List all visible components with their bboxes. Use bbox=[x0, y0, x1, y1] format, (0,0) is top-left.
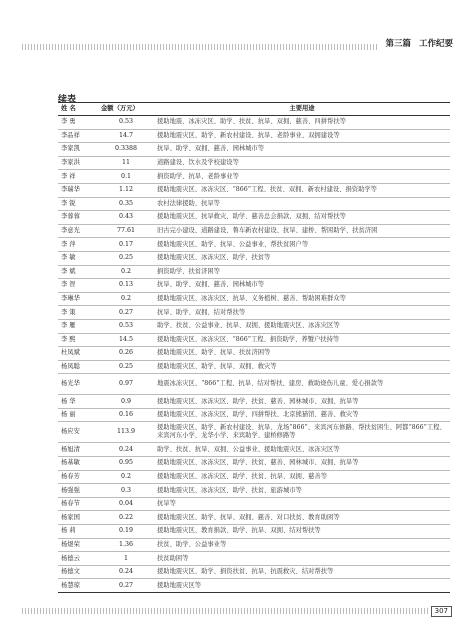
donation-purpose: 援助地震灾区、冰冻灾区、助学、扶贫等 bbox=[154, 251, 450, 265]
donor-name: 杨慧琼 bbox=[58, 579, 98, 593]
page-number: 307 bbox=[431, 606, 452, 617]
donation-purpose: 援助地震灾区、助学、抗旱、双拥、救灾等 bbox=[154, 360, 450, 374]
table-body bbox=[58, 116, 450, 593]
table-row bbox=[58, 279, 450, 293]
donor-name: 李意光 bbox=[58, 224, 98, 238]
donation-purpose: 捐资助学、抗旱、老龄事业等 bbox=[154, 170, 450, 184]
donor-name: 李 锐 bbox=[58, 197, 98, 211]
donation-purpose: 援助地震灾区、助学、新农村建设、抗旱、龙场“866”、来宾河东修路、帮扶贫困生、阿都“866”工程、来宾河东小学、龙华小学、来宾助学、建桥修路等 bbox=[154, 422, 450, 443]
donor-name: 李蓉蓉 bbox=[58, 211, 98, 225]
table-row bbox=[58, 347, 450, 361]
table-row bbox=[58, 552, 450, 566]
donation-purpose: 扶贫、助学、公益事业等 bbox=[154, 538, 450, 552]
donation-purpose: 援助地震灾区、助学、捐资扶贫、抗旱、抗震救灾、结对帮扶等 bbox=[154, 565, 450, 579]
donor-name: 杨煜荣 bbox=[58, 538, 98, 552]
donation-purpose: 援助地震灾区、冰冻灾区、助学、四拼帮扶、北京熊猫馆、慈善、救灾等 bbox=[154, 408, 450, 422]
footer-rule bbox=[22, 608, 430, 614]
donation-amount: 1.12 bbox=[98, 183, 154, 197]
table-row bbox=[58, 565, 450, 579]
donor-name: 杨家国 bbox=[58, 511, 98, 525]
donation-purpose: 援助地震灾区、抗旱救灾、助学、慈善总会捐款、双拥、结对帮扶等 bbox=[154, 211, 450, 225]
donation-purpose: 援助地震灾区、助学、抗旱、扶贫济困等 bbox=[154, 347, 450, 361]
donation-purpose: 援助地震灾区、助学、抗旱、双拥、慈善、对口扶贫、教育助困等 bbox=[154, 511, 450, 525]
donor-name: 杨春节 bbox=[58, 497, 98, 511]
table-row bbox=[58, 333, 450, 347]
donation-amount: 0.22 bbox=[98, 511, 154, 525]
donation-purpose: 援助地震、冰冻灾区、助学、扶贫、抗旱、双拥、慈善、四拼帮扶等 bbox=[154, 116, 450, 130]
donation-amount: 0.2 bbox=[98, 470, 154, 484]
donation-purpose: 道路建设、饮水及学校建设等 bbox=[154, 156, 450, 170]
donor-name: 杨德文 bbox=[58, 565, 98, 579]
table-row bbox=[58, 511, 450, 525]
donation-amount: 0.26 bbox=[98, 347, 154, 361]
donor-name: 李 策 bbox=[58, 306, 98, 320]
donation-amount: 0.16 bbox=[98, 408, 154, 422]
donor-name: 李家洪 bbox=[58, 156, 98, 170]
donor-name: 李品祥 bbox=[58, 129, 98, 143]
donation-purpose: 援助地震灾区、助学、新农村建设、抗旱、老龄事业、双拥建设等 bbox=[154, 129, 450, 143]
donation-purpose: 抗旱、助学、双拥、结对帮扶等 bbox=[154, 306, 450, 320]
table-row bbox=[58, 408, 450, 422]
table-row bbox=[58, 457, 450, 471]
donation-purpose: 援助地震灾区、冰冻灾区、助学、扶贫、旅游城市等 bbox=[154, 484, 450, 498]
donation-purpose: 援助地震灾区等 bbox=[154, 579, 450, 593]
donation-purpose: 旧古完小建设、道路建设、鲁车新农村建设、抗旱、建桥、帮困助学、扶贫济困 bbox=[154, 224, 450, 238]
donation-amount: 0.04 bbox=[98, 497, 154, 511]
donation-amount: 0.3 bbox=[98, 484, 154, 498]
table-row bbox=[58, 224, 450, 238]
donation-purpose: 抗旱等 bbox=[154, 497, 450, 511]
donation-purpose: 援助地震灾区、教育捐款、助学、抗旱、双拥、结对帮扶等 bbox=[154, 525, 450, 539]
donation-amount: 0.3388 bbox=[98, 143, 154, 157]
donation-amount: 0.53 bbox=[98, 319, 154, 333]
donation-amount: 0.1 bbox=[98, 170, 154, 184]
donor-name: 李 萍 bbox=[58, 238, 98, 252]
donation-amount: 0.2 bbox=[98, 265, 154, 279]
donation-amount: 0.2 bbox=[98, 292, 154, 306]
table-header-row bbox=[58, 103, 450, 116]
donation-purpose: 援助地震灾区、助学、抗旱、公益事业、帮扶贫困户等 bbox=[154, 238, 450, 252]
donor-name: 李 智 bbox=[58, 279, 98, 293]
donation-amount: 0.25 bbox=[98, 251, 154, 265]
table-row bbox=[58, 211, 450, 225]
table-row bbox=[58, 143, 450, 157]
column-header-amount: 金额（万元） bbox=[98, 103, 154, 116]
donation-purpose: 抗旱、助学、双拥、慈善、园林城市等 bbox=[154, 143, 450, 157]
table-row bbox=[58, 183, 450, 197]
donation-amount: 1 bbox=[98, 552, 154, 566]
table-row bbox=[58, 497, 450, 511]
donor-name: 杨旭清 bbox=[58, 443, 98, 457]
donation-purpose: 援助地震灾区、冰冻灾区、抗旱、义务植树、慈善、帮助困难群众等 bbox=[154, 292, 450, 306]
table-row bbox=[58, 395, 450, 409]
donor-name: 李琳华 bbox=[58, 292, 98, 306]
donation-amount: 0.25 bbox=[98, 360, 154, 374]
donation-amount: 1.36 bbox=[98, 538, 154, 552]
table-row bbox=[58, 129, 450, 143]
donor-name: 杨应安 bbox=[58, 422, 98, 443]
table-row bbox=[58, 156, 450, 170]
donor-name: 李 斌 bbox=[58, 265, 98, 279]
donation-purpose: 援助地震灾区、冰冻灾区、“866”工程、扶贫、双拥、新农村建设、捐资助学等 bbox=[154, 183, 450, 197]
table-row bbox=[58, 197, 450, 211]
donation-purpose: 援助地震灾区、冰冻灾区、助学、扶贫、慈善、园林城市、双拥、抗旱等 bbox=[154, 457, 450, 471]
donation-amount: 0.24 bbox=[98, 443, 154, 457]
donation-amount: 0.27 bbox=[98, 306, 154, 320]
donor-name: 李瑞华 bbox=[58, 183, 98, 197]
table-row bbox=[58, 170, 450, 184]
table-row bbox=[58, 116, 450, 130]
donation-amount: 0.95 bbox=[98, 457, 154, 471]
donation-amount: 113.9 bbox=[98, 422, 154, 443]
donation-amount: 0.17 bbox=[98, 238, 154, 252]
column-header-use: 主要用途 bbox=[154, 103, 450, 116]
donation-purpose: 捐资助学、扶贫济困等 bbox=[154, 265, 450, 279]
donation-amount: 0.24 bbox=[98, 565, 154, 579]
chapter-label: 第三篇 bbox=[385, 39, 411, 49]
donor-name: 杜凤斌 bbox=[58, 347, 98, 361]
donation-amount: 0.13 bbox=[98, 279, 154, 293]
donation-amount: 0.97 bbox=[98, 374, 154, 395]
table-row bbox=[58, 443, 450, 457]
donation-purpose: 援助地震灾区、冰冻灾区、助学、扶贫、慈善、园林城市、双拥、抗旱等 bbox=[154, 395, 450, 409]
donor-name: 李 熙 bbox=[58, 333, 98, 347]
donation-table bbox=[58, 102, 450, 593]
table-row bbox=[58, 306, 450, 320]
donor-name: 李 雁 bbox=[58, 319, 98, 333]
donation-amount: 0.19 bbox=[98, 525, 154, 539]
table-row bbox=[58, 374, 450, 395]
table-row bbox=[58, 470, 450, 484]
donation-amount: 77.61 bbox=[98, 224, 154, 238]
section-label: 工作纪要 bbox=[418, 39, 453, 49]
table-row bbox=[58, 484, 450, 498]
donation-purpose: 农村法律援助、抗旱等 bbox=[154, 197, 450, 211]
donation-purpose: 助学、扶贫、抗旱、双拥、公益事业、援助地震灾区、冰冻灾区等 bbox=[154, 443, 450, 457]
donor-name: 李 勇 bbox=[58, 116, 98, 130]
donor-name: 李 祥 bbox=[58, 170, 98, 184]
donor-name: 杨春芳 bbox=[58, 470, 98, 484]
donation-amount: 0.43 bbox=[98, 211, 154, 225]
donor-name: 杨 莉 bbox=[58, 525, 98, 539]
running-header bbox=[379, 38, 453, 50]
donation-amount: 0.53 bbox=[98, 116, 154, 130]
donation-purpose: 地震冰冻灾区、“866”工程、抗旱、结对帮扶、建房、救助烧伤儿童、爱心捐款等 bbox=[154, 374, 450, 395]
table-row bbox=[58, 360, 450, 374]
donation-amount: 0.35 bbox=[98, 197, 154, 211]
donation-amount: 14.7 bbox=[98, 129, 154, 143]
donor-name: 李家凯 bbox=[58, 143, 98, 157]
table-row bbox=[58, 292, 450, 306]
donor-name: 李 敏 bbox=[58, 251, 98, 265]
donation-amount: 0.9 bbox=[98, 395, 154, 409]
donation-purpose: 助学、扶贫、公益事业、抗旱、双拥、援助地震灾区、冰冻灾区等 bbox=[154, 319, 450, 333]
donor-name: 杨光华 bbox=[58, 374, 98, 395]
column-header-name: 姓 名 bbox=[58, 103, 98, 116]
donor-name: 杨凤聪 bbox=[58, 360, 98, 374]
donation-purpose: 抗旱、助学、双拥、慈善、园林城市等 bbox=[154, 279, 450, 293]
table-row bbox=[58, 319, 450, 333]
table-row bbox=[58, 238, 450, 252]
table-row bbox=[58, 525, 450, 539]
donation-amount: 11 bbox=[98, 156, 154, 170]
table-row bbox=[58, 538, 450, 552]
table-row bbox=[58, 422, 450, 443]
table-row bbox=[58, 265, 450, 279]
donation-amount: 0.27 bbox=[98, 579, 154, 593]
donation-purpose: 援助地震灾区、冰冻灾区、“866”工程、捐资助学、养蟹户扶持等 bbox=[154, 333, 450, 347]
donor-name: 杨基敏 bbox=[58, 457, 98, 471]
continuation-label: 续表 bbox=[58, 95, 77, 105]
donor-name: 杨强强 bbox=[58, 484, 98, 498]
donor-name: 杨德云 bbox=[58, 552, 98, 566]
table-row bbox=[58, 579, 450, 593]
donation-purpose: 扶贫助困等 bbox=[154, 552, 450, 566]
donor-name: 杨 华 bbox=[58, 395, 98, 409]
donation-amount: 14.5 bbox=[98, 333, 154, 347]
donation-purpose: 援助地震灾区、冰冻灾区、助学、扶贫、抗旱、双拥、慈善等 bbox=[154, 470, 450, 484]
donor-name: 杨 丽 bbox=[58, 408, 98, 422]
table-row bbox=[58, 251, 450, 265]
